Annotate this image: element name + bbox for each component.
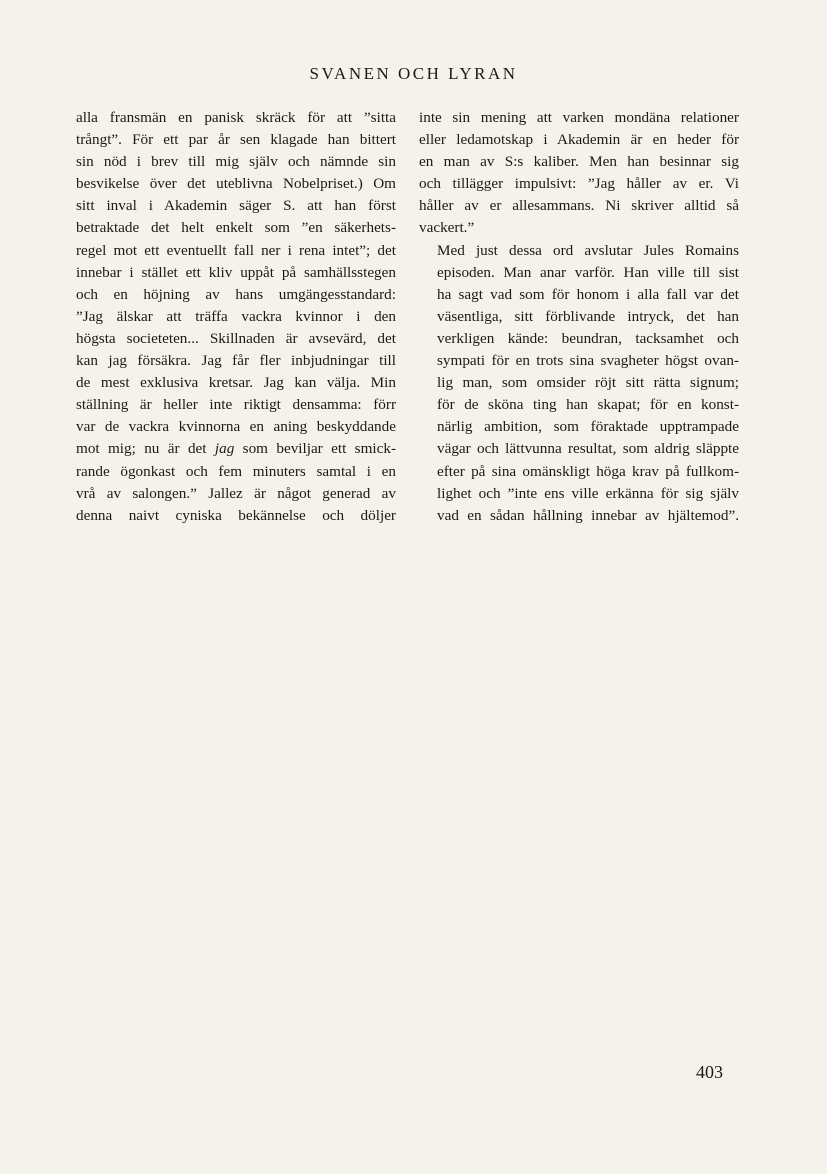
emphasis: jag [214,440,235,458]
text-line: Med just dessa ord avslutar Jules Romains [437,241,739,259]
text-line: ha sagt vad som för honom i alla fall var det [437,285,739,303]
text-line: sin nöd i brev till mig själv och nämnde sin [76,153,396,171]
text-line: innebar i stället ett kliv uppåt på samhällsstegen [76,263,396,281]
text-line: lighet och ”inte ens ville erkänna för sig själv [437,484,739,502]
text-line: mot mig; nu är det jag som beviljar ett smick- [76,440,397,458]
text-line: närlig ambition, som föraktade upptrampade [437,418,739,436]
text-line: inte sin mening att varken mondäna relationer [419,109,739,126]
text-line: kan jag försäkra. Jag får fler inbjudningar till [76,352,396,370]
left-column [76,107,396,527]
text-line: betraktade det helt enkelt som ”en säkerhets- [76,219,396,237]
text-line: ”Jag älskar att träffa vackra kvinnor i den [76,307,396,325]
text-line: verkligen kände: beundran, tacksamhet och [437,329,739,347]
paragraph [419,107,739,240]
text-line: och en höjning av hans umgängesstandard: [76,285,396,303]
text-line: episoden. Man anar varför. Han ville till sist [437,263,739,281]
text-line: sympati för en trots sina svagheter högst ovan- [437,352,739,370]
text-line: rande ögonkast och fem minuters samtal i en [76,462,396,480]
paragraph [419,240,739,527]
text-line: trångt”. För ett par år sen klagade han bittert [76,131,396,149]
right-column [419,107,739,527]
text-line: högsta societeten... Skillnaden är avsevärd, det [76,329,396,347]
text-line: för de sköna ting han skapat; för en konst- [437,396,739,414]
running-head: SVANEN OCH LYRAN [309,64,518,83]
page-number: 403 [696,1062,723,1082]
text-line: lig man, som omsider röjt sitt rätta signum; [437,374,739,392]
text-line: regel mot ett eventuellt fall ner i rena intet”; det [76,241,396,259]
text-line: en man av S:s kaliber. Men han besinnar sig [419,153,739,171]
text-line: sitt inval i Akademin säger S. att han först [76,197,396,215]
text-line: vackert.” [419,219,475,237]
text-line: håller av er allesammans. Ni skriver alltid så [419,197,739,215]
text-line: besvikelse över det uteblivna Nobelpriset.) Om [76,175,396,193]
text-line: vad en sådan hållning innebar av hjältemod”. [437,506,739,524]
text-line: var de vackra kvinnorna en aning beskyddande [76,418,396,436]
text-line: alla fransmän en panisk skräck för att ”sitta [76,109,396,126]
text-line: vrå av salongen.” Jallez är något generad av [76,484,396,502]
text-line: efter på sina omänskligt höga krav på fullkom- [437,462,739,480]
text-line: väsentliga, sitt förblivande intryck, det han [437,307,739,325]
text-line: och tillägger impulsivt: ”Jag håller av er. Vi [419,175,739,193]
text-line: ställning är heller inte riktigt densamma: förr [76,396,396,414]
text-line: eller ledamotskap i Akademin är en heder för [419,131,739,149]
text-line: denna naivt cyniska bekännelse och döljer [76,506,396,524]
text-line: de mest exklusiva kretsar. Jag kan välja. Min [76,374,396,392]
text-line: vägar och lättvunna resultat, som aldrig släppte [437,440,739,458]
